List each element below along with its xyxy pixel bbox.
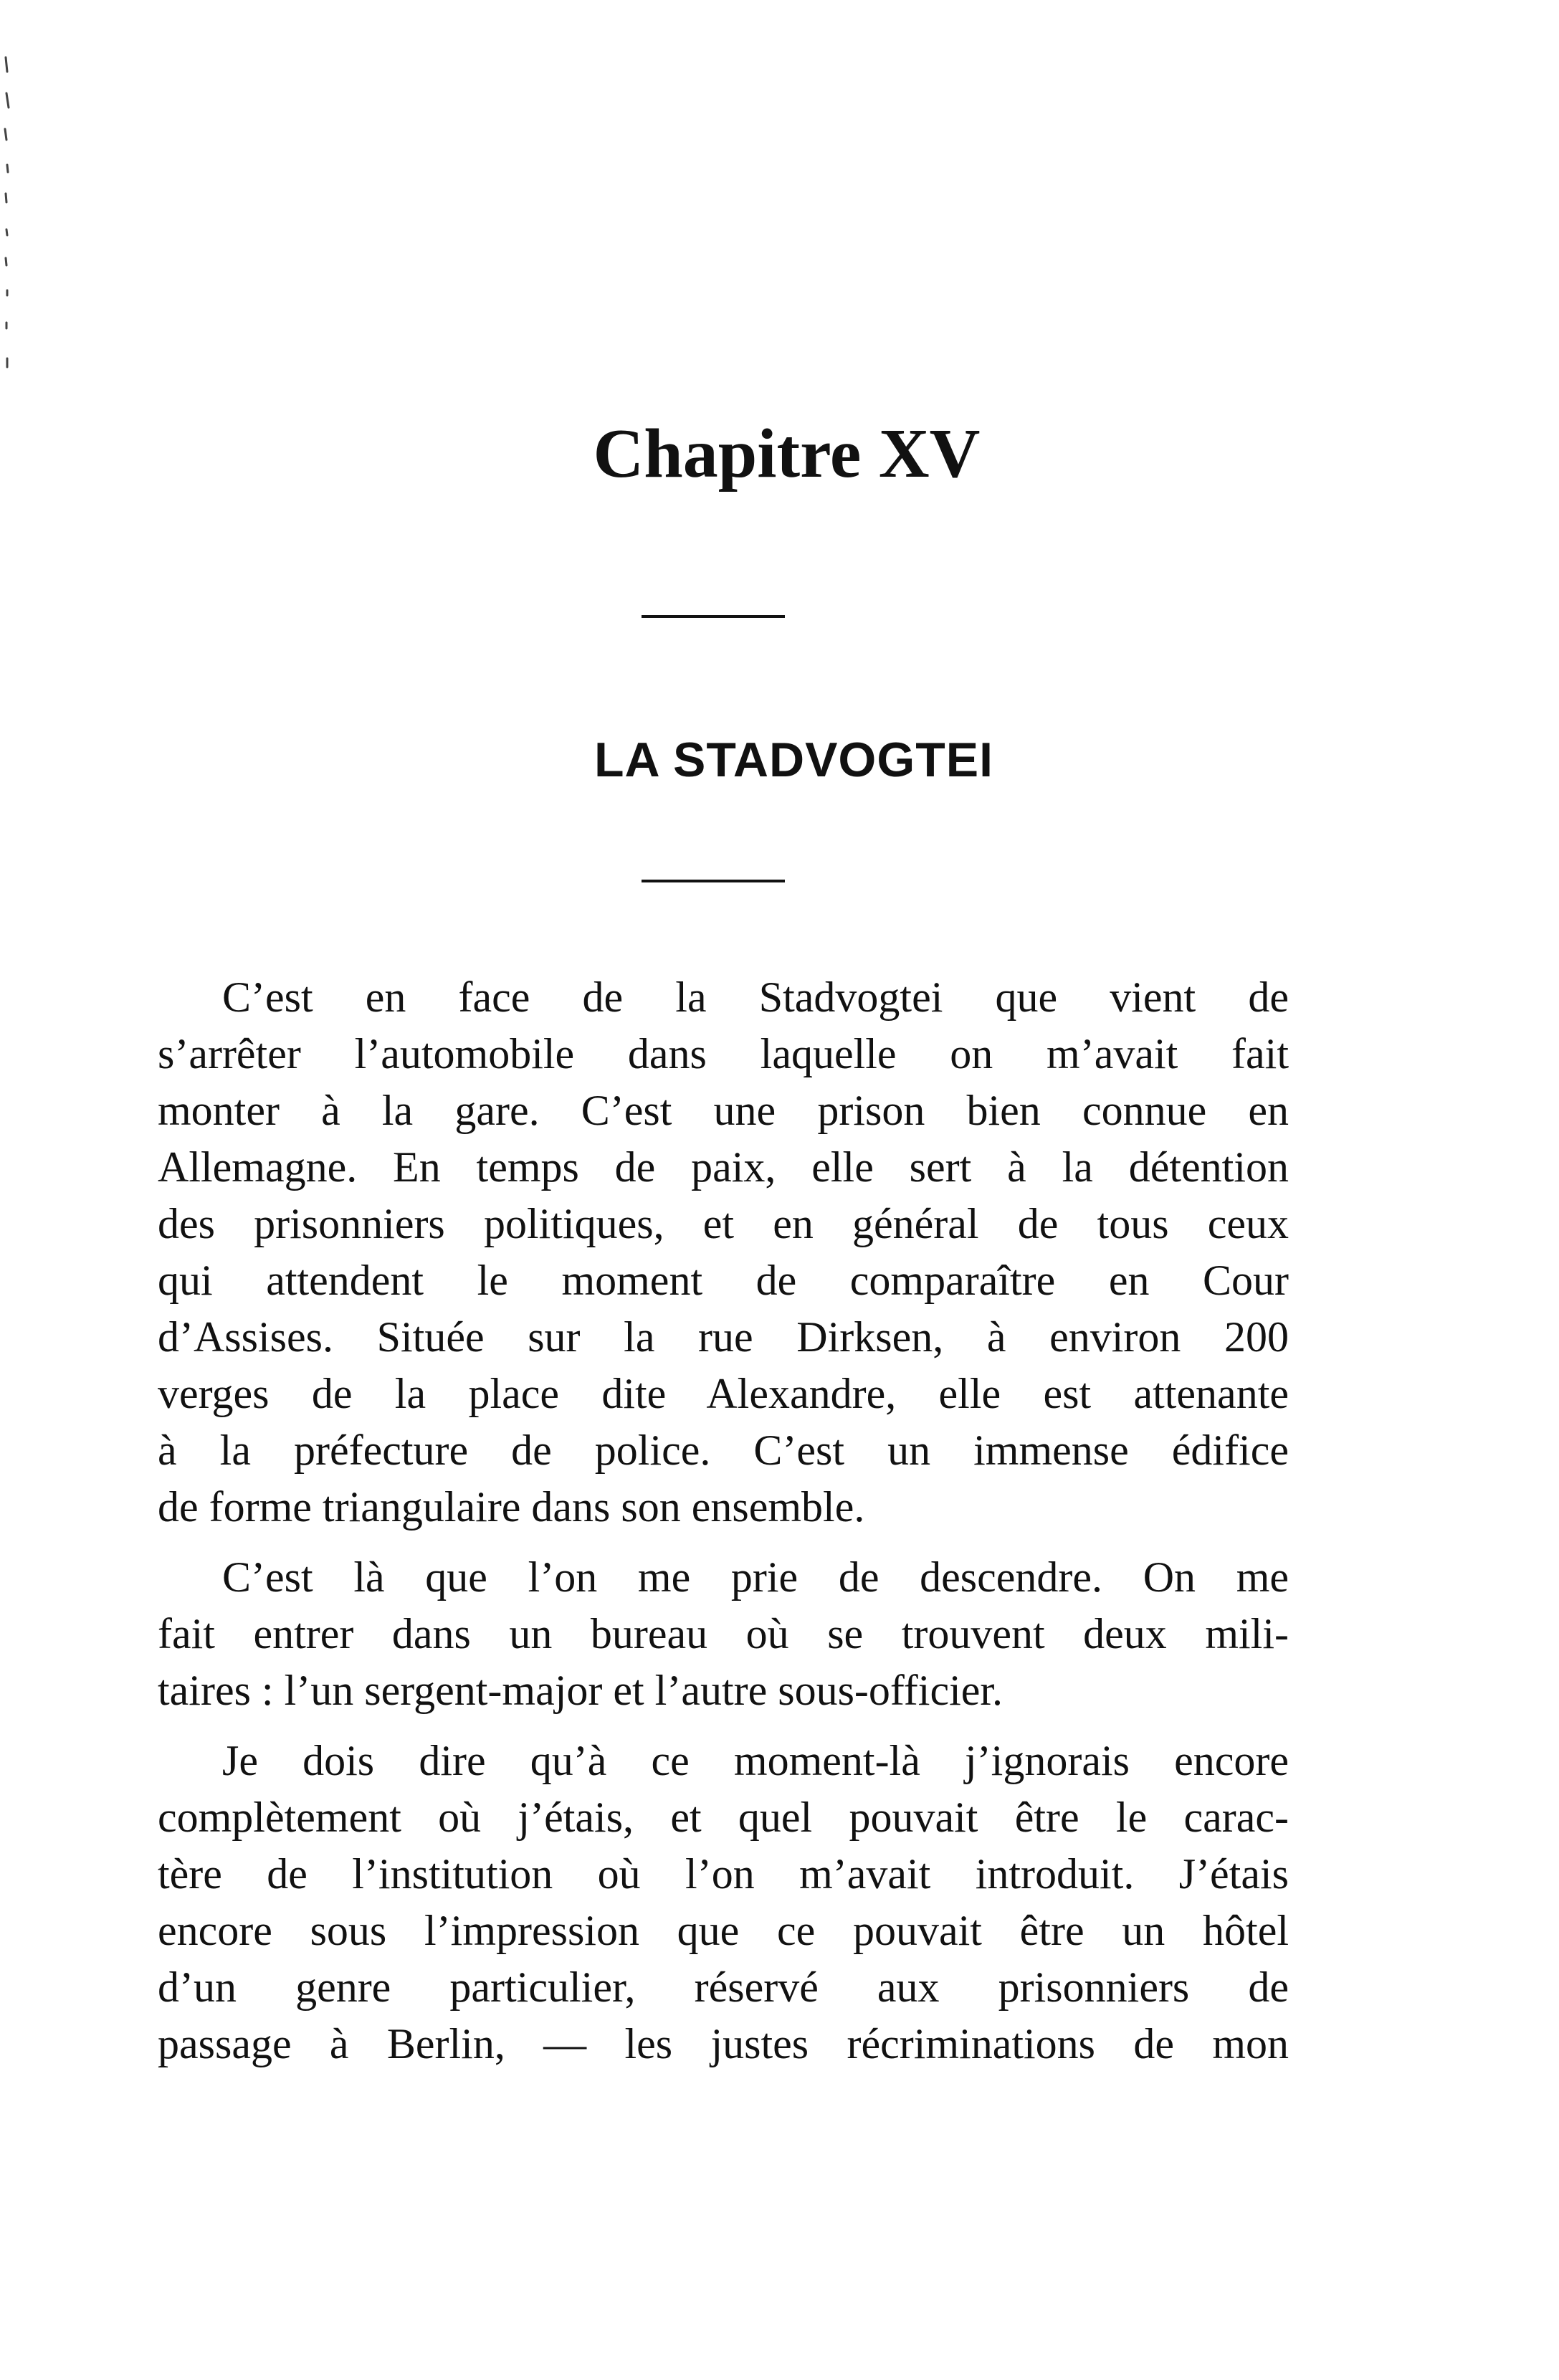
text-line: monter à la gare. C’est une prison bien connue en [158,1087,1289,1134]
text-line: de forme triangulaire dans son ensemble. [158,1483,865,1531]
paragraph-2 [158,1549,1289,1719]
paragraph-1 [158,969,1289,1536]
text-line: verges de la place dite Alexandre, elle est attenante [158,1370,1289,1417]
text-line: s’arrêter l’automobile dans laquelle on m’avait fait [158,1030,1289,1077]
chapter-heading [0,412,1559,497]
paragraph-3 [158,1733,1289,2072]
text-line: C’est là que l’on me prie de descendre. On me [222,1553,1289,1601]
text-line: encore sous l’impression que ce pouvait être un hôtel [158,1907,1289,1954]
text-line: C’est en face de la Stadvogtei que vient de [222,974,1289,1021]
text-line: complètement où j’étais, et quel pouvait être le carac- [158,1794,1289,1841]
body-text [158,969,1289,2072]
divider-rule-bottom [642,880,785,882]
text-line: d’un genre particulier, réservé aux prisonniers de [158,1964,1289,2011]
text-line: taires : l’un sergent-major et l’autre sous-officier. [158,1667,1003,1714]
text-line: qui attendent le moment de comparaître en Cour [158,1257,1289,1304]
text-line: des prisonniers politiques, et en général de tous ceux [158,1200,1289,1247]
section-heading [0,732,1559,788]
text-line: Je dois dire qu’à ce moment-là j’ignorais encore [222,1737,1289,1784]
text-line: d’Assises. Située sur la rue Dirksen, à environ 200 [158,1313,1289,1361]
text-line: à la préfecture de police. C’est un immense édifice [158,1427,1289,1474]
text-line: passage à Berlin, — les justes récriminations de mon [158,2020,1289,2067]
section-title-text: LA STADVOGTEI [594,733,993,787]
scan-speck-marks [0,43,29,401]
divider-rule-top [642,615,785,618]
text-line: tère de l’institution où l’on m’avait introduit. J’étais [158,1850,1289,1898]
text-line: Allemagne. En temps de paix, elle sert à la détention [158,1143,1289,1191]
chapter-title-text: Chapitre XV [593,415,981,492]
text-line: fait entrer dans un bureau où se trouvent deux mili- [158,1610,1289,1657]
